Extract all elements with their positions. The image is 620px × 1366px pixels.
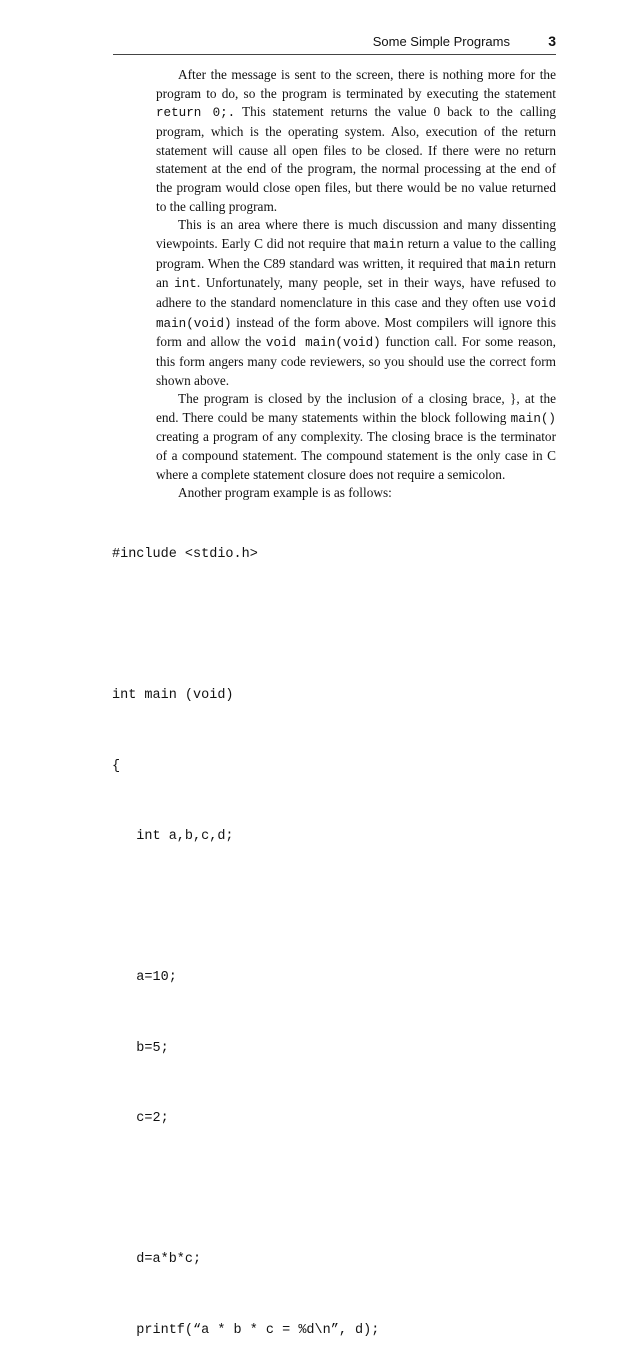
inline-code: void main(void) [156, 296, 556, 331]
text-run: Another program example is as follows: [178, 485, 392, 501]
text-run: function call. For some reason, this form angers many code reviewers, so you should use the correct form shown above. [156, 334, 556, 388]
running-header [113, 30, 556, 55]
text-run: instead of the form above. Most compilers will ignore this form and allow the [156, 314, 556, 350]
text-run: This statement returns the value 0 back to the calling program, which is the operating system. Also, execution of the return statement will cause all open files to be closed. If there were no return statement at the end of the program, the normal processing at the end of the program would close open files, but there would be no value returned to the calling program. [156, 104, 557, 214]
text-run: . Unfortunately, many people, set in their ways, have refused to adhere to the standard nomenclature in this case and they often use [156, 275, 556, 310]
code-line [112, 896, 552, 920]
inline-code: void main(void) [265, 336, 381, 351]
code-line: c=2; [112, 1111, 169, 1126]
body-text [156, 66, 556, 503]
text-run: After the message is sent to the screen, there is nothing more for the program to do, so the program is terminated by executing the statement [156, 67, 556, 101]
code-line: b=5; [112, 1040, 169, 1056]
code-line [112, 614, 552, 638]
code-line: a=10; [112, 970, 177, 985]
text-run: creating a program of any complexity. The closing brace is the terminator of a compound statement. The compound statement is the only case in C where a complete statement closure does not require a semicolon. [156, 429, 556, 482]
text-run: This is an area where there is much discussion and many dissenting viewpoints. Early C did not require that [156, 217, 556, 251]
code-line: int main (void) [112, 688, 234, 703]
code-line: d=a*b*c; [112, 1252, 202, 1267]
inline-code: main [373, 237, 404, 252]
inline-code: int [174, 277, 197, 292]
code-line: int a,b,c,d; [112, 829, 234, 844]
inline-code: main() [510, 411, 556, 426]
text-run: return a value to the calling program. When the C89 standard was written, it required that [156, 235, 556, 271]
code-line: #include <stdio.h> [112, 547, 258, 562]
code-line: { [112, 758, 121, 774]
text-run: return an [156, 255, 556, 291]
inline-code: return 0;. [156, 106, 236, 121]
paragraph-closing-brace [156, 390, 556, 484]
paragraph-main-return [156, 216, 556, 390]
code-line: printf(“a * b * c = %d\n”, d); [112, 1322, 380, 1338]
page-number: 3 [548, 33, 556, 49]
inline-code: main [490, 257, 521, 272]
code-line [112, 1178, 552, 1202]
running-title: Some Simple Programs [372, 34, 510, 49]
text-run: The program is closed by the inclusion of a closing brace, }, at the end. There could be many statements within the block following [156, 391, 556, 425]
paragraph-return-statement [156, 66, 556, 216]
code-listing [112, 496, 552, 1366]
